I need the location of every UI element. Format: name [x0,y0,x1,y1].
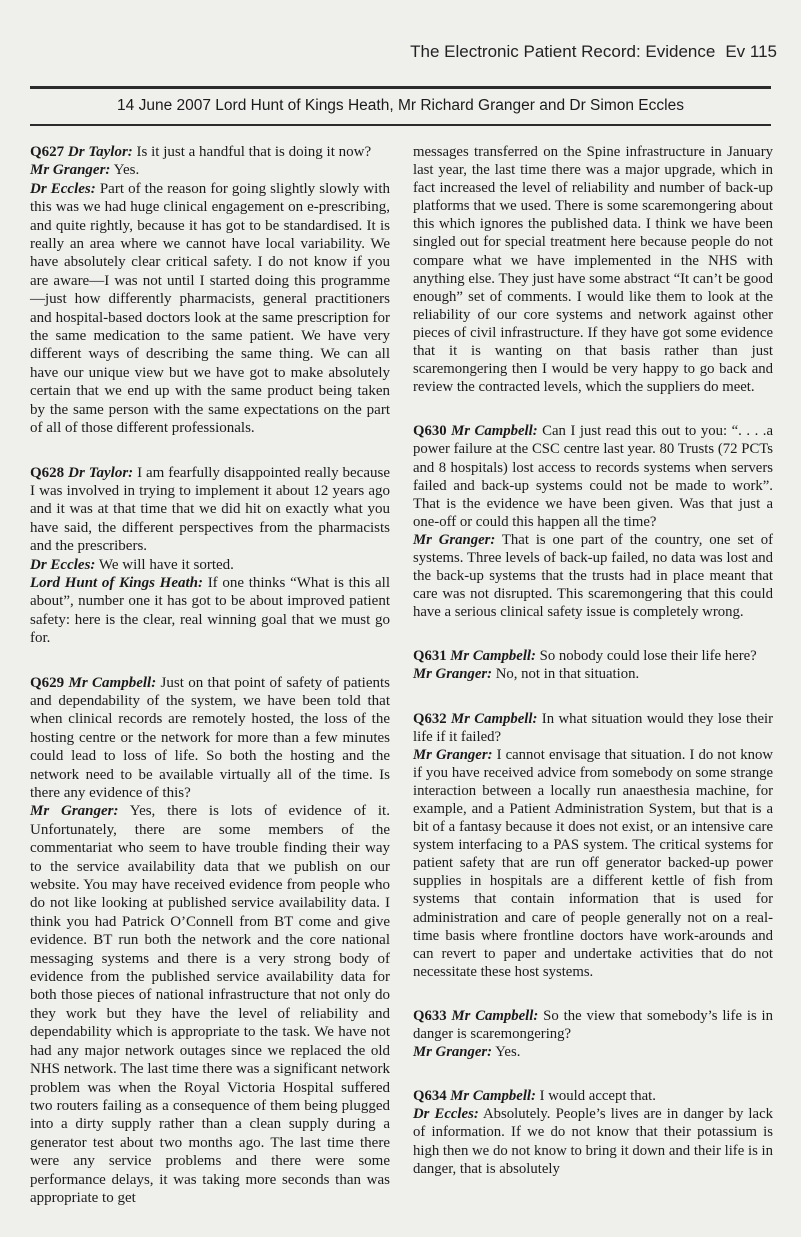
question-paragraph [413,710,773,746]
speaker-name: Mr Granger: [413,666,493,683]
question-number: Q630 [413,423,447,440]
answer-paragraph [30,161,390,179]
speaker-name: Dr Eccles: [30,556,96,573]
statement-text: Absolutely. People’s lives are in danger by lack of information. If we do not know that their potassium is high then we do not know to bring it down and their life is in danger, that is absolutely [413,1106,774,1177]
answer-paragraph [30,802,390,1207]
speaker-name: Mr Campbell: [68,674,157,691]
answer-paragraph [413,1105,773,1177]
question-paragraph [413,647,773,665]
speaker-name: Dr Taylor: [67,144,133,160]
speaker-name: Mr Granger: [30,162,111,179]
statement-text: So nobody could lose their life here? [539,648,757,665]
answer-paragraph [30,556,390,574]
statement-text: Yes. [113,162,140,179]
statement-text: Part of the reason for going slightly slowly with this was we had huge clinical engagement on e-prescribing, and quite rightly, because it has got to be standardised. It is really an area where we cannot have local variability. We have absolutely clear critical safety. I do not know if you are aware—I was not until I started doing this programme—just how differently pharmacists, general practitioners and hospital-based doctors look at the same prescription for the same medication to the same patient. We have very different ways of describing the same thing. We can all have our unique view but we have got to make absolutely certain that we end up with the same product being taken by the same person with the same expectations on the part of all of those different professionals. [30,180,391,437]
statement-text: No, not in that situation. [495,666,640,683]
statement-text: That is one part of the country, one set of systems. Three levels of back-up failed, no data was lost and the back-up systems that the trusts had in place meant that care was not disrupted. This scaremongering that this could have a serious clinical safety issue is completely wrong. [413,531,773,621]
answer-paragraph [413,1043,773,1061]
statement-text: Can I just read this out to you: “. . . .a power failure at the CSC centre last year. 80 Trusts (72 PCTs and 8 hospitals) lost access to records systems when servers failed and back-up systems could not be made to work”. That is the evidence we have been given. Was that just a one-off or could this happen all the time? [413,423,774,530]
statement-text: Yes. [495,1044,521,1061]
speaker-name: Dr Eccles: [30,180,96,197]
answer-paragraph [30,180,390,438]
question-paragraph [30,674,390,803]
speaker-name: Mr Campbell: [451,423,538,440]
speaker-name: Lord Hunt of Kings Heath: [30,574,203,591]
statement-text: We will have it sorted. [98,556,234,573]
question-paragraph [30,143,390,161]
page-number: Ev 115 [725,42,777,61]
question-number: Q628 [30,464,65,481]
statement-text: Yes, there is lots of evidence of it. Unfortunately, there are some members of the commentariat who seem to have trouble finding their way to the service availability data that we publish on our website. You may have received evidence from people who do not like looking at published service availability data. I think you had Patrick O’Connell from BT come and give evidence. BT run both the network and the core national messaging systems and there is a very strong body of evidence from the published service availability data for both those pieces of national infrastructure that not only do they work but they have the level of reliability and dependability which is appropriate to the task. We have not had any major network outages since we replaced the old NHS network. The last time there was a significant network problem was when the Royal Victoria Hospital suffered two routers failing as a consequence of them being plugged into a dirty supply rather than a clean supply during a generator test about two months ago. The last time there were any service problems and there were some performance delays, it was taking more seconds than was appropriate to get [30,803,390,1206]
statement-text: I would accept that. [539,1088,656,1105]
speaker-name: Mr Campbell: [450,1088,536,1105]
publication-title: The Electronic Patient Record: Evidence [410,42,716,61]
speaker-name: Mr Granger: [413,746,493,763]
speaker-name: Mr Campbell: [451,1007,539,1024]
running-head [410,42,777,62]
speaker-name: Dr Taylor: [68,464,134,481]
bottom-rule [30,124,771,126]
question-number: Q633 [413,1007,447,1024]
answer-paragraph [413,531,773,621]
statement-text: If one thinks “What is this all about”, number one it has got to be about improved patient safety: here is the clear, real winning goal that we must go for. [30,574,390,647]
answer-paragraph [30,574,390,648]
session-subheading: 14 June 2007 Lord Hunt of Kings Heath, Mr Richard Granger and Dr Simon Eccles [117,97,684,114]
speaker-name: Mr Granger: [413,531,496,548]
top-rule [30,86,771,89]
statement-text: I cannot envisage that situation. I do not know if you have received advice from somebody on some strange interaction between a locally run anaesthesia machine, for example, and a Patient Administration System, but that is a bit of a fantasy because it does not exist, or an intensive care system interfacing to a PAS system. The critical systems for patient safety that are run off generator backed-up power supplies in hospitals are a different kettle of fish from systems that contain information that is used for administration and care of people generally not on a real-time basis where frontline doctors have work-arounds and can revert to paper and undertake activities that do not necessitate these host systems. [413,746,774,980]
question-paragraph [413,422,773,531]
statement-text: I am fearfully disappointed really because I was involved in trying to implement it about 12 years ago and it was at that time that we did hit on exactly what you have said, the different perspectives from the pharmacists and the prescribers. [30,464,390,555]
question-number: Q629 [30,674,65,691]
answer-paragraph [413,665,773,683]
speaker-name: Mr Granger: [413,1044,493,1061]
speaker-name: Mr Campbell: [451,710,538,727]
question-number: Q632 [413,710,447,727]
question-paragraph [30,464,390,556]
statement-text: So the view that somebody’s life is in danger is scaremongering? [413,1007,774,1043]
right-column [413,143,773,1178]
answer-paragraph [413,746,773,981]
speaker-name: Mr Campbell: [450,648,536,665]
question-number: Q634 [413,1088,447,1105]
answer-paragraph [413,143,773,396]
statement-text: messages transferred on the Spine infrastructure in January last year, the last time there was a major upgrade, which in fact increased the level of reliability and number of back-up platforms that we used. There is some scaremongering about this which ignores the published data. I think we have been singled out for special treatment here because people do not compare what we have implemented in the NHS with anything else. They just have some abstract “It can’t be good enough” set of comments. I would like them to look at the reliability of our core systems and network against other pieces of civil infrastructure. If they have got some evidence that it is wanting on that basis rather than just scaremongering then I would be very happy to go back and review the contracted levels, which the suppliers do meet. [413,144,773,396]
left-column [30,143,390,1207]
statement-text: In what situation would they lose their life if it failed? [413,710,774,745]
speaker-name: Dr Eccles: [413,1106,479,1123]
question-paragraph [413,1007,773,1043]
statement-text: Just on that point of safety of patients and dependability of the system, we have been told that when clinical records are remotely hosted, the loss of the hosting centre or the network for more than a few minutes could lead to loss of life. So both the hosting and the network need to be available virtually all of the time. Is there any evidence of this? [30,674,391,801]
statement-text: Is it just a handful that is doing it now? [136,144,372,160]
speaker-name: Mr Granger: [30,803,119,820]
question-number: Q631 [413,648,447,665]
question-paragraph [413,1087,773,1105]
question-number: Q627 [30,144,65,160]
